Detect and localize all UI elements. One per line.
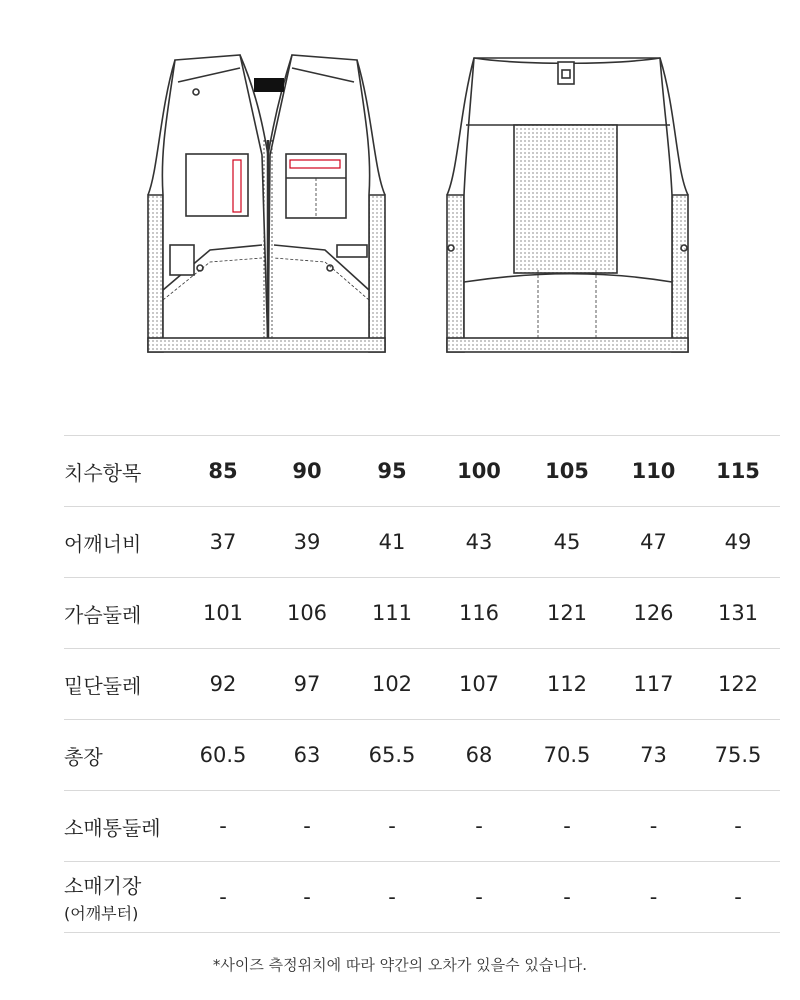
table-cell: 116 <box>435 578 523 649</box>
table-row <box>64 862 780 933</box>
table-row <box>64 578 780 649</box>
table-cell: 68 <box>435 720 523 791</box>
size-header: 115 <box>696 436 780 507</box>
table-cell: 60.5 <box>181 720 265 791</box>
table-cell: 112 <box>523 649 611 720</box>
table-cell: 75.5 <box>696 720 780 791</box>
table-cell: 49 <box>696 507 780 578</box>
row-label: 소매통둘레 <box>64 791 181 862</box>
table-cell: 37 <box>181 507 265 578</box>
table-cell: - <box>435 791 523 862</box>
row-label <box>64 862 181 933</box>
size-header: 105 <box>523 436 611 507</box>
table-cell: - <box>435 862 523 933</box>
vest-illustration <box>0 0 800 400</box>
row-label: 가슴둘레 <box>64 578 181 649</box>
table-cell: 92 <box>181 649 265 720</box>
header-label: 치수항목 <box>64 436 181 507</box>
table-cell: 126 <box>611 578 696 649</box>
table-cell: 106 <box>265 578 349 649</box>
table-cell: 121 <box>523 578 611 649</box>
size-header: 95 <box>349 436 435 507</box>
table-cell: - <box>349 862 435 933</box>
table-cell: - <box>696 791 780 862</box>
table-cell: 122 <box>696 649 780 720</box>
row-label-main: 소매기장 <box>64 874 142 898</box>
size-header: 110 <box>611 436 696 507</box>
size-header: 100 <box>435 436 523 507</box>
size-header: 90 <box>265 436 349 507</box>
table-cell: 107 <box>435 649 523 720</box>
table-cell: 39 <box>265 507 349 578</box>
table-cell: - <box>349 791 435 862</box>
table-cell: - <box>611 791 696 862</box>
table-cell: 73 <box>611 720 696 791</box>
header-row <box>64 436 780 507</box>
table-cell: 41 <box>349 507 435 578</box>
table-cell: - <box>523 791 611 862</box>
table-cell: - <box>181 862 265 933</box>
row-label: 밑단둘레 <box>64 649 181 720</box>
table-row <box>64 791 780 862</box>
table-cell: 63 <box>265 720 349 791</box>
vest-back-view <box>447 58 688 352</box>
table-cell: 111 <box>349 578 435 649</box>
table-row <box>64 649 780 720</box>
table-cell: 45 <box>523 507 611 578</box>
row-label: 어깨너비 <box>64 507 181 578</box>
table-cell: - <box>611 862 696 933</box>
vest-front-view <box>148 55 385 352</box>
table-cell: 131 <box>696 578 780 649</box>
table-cell: 97 <box>265 649 349 720</box>
table-cell: 102 <box>349 649 435 720</box>
size-header: 85 <box>181 436 265 507</box>
table-row <box>64 720 780 791</box>
table-cell: - <box>696 862 780 933</box>
table-cell: 101 <box>181 578 265 649</box>
table-cell: 65.5 <box>349 720 435 791</box>
table-cell: 70.5 <box>523 720 611 791</box>
table-cell: - <box>265 791 349 862</box>
size-chart-table <box>64 435 780 933</box>
table-cell: 43 <box>435 507 523 578</box>
row-sublabel: (어깨부터) <box>64 904 139 923</box>
table-cell: - <box>181 791 265 862</box>
row-label: 총장 <box>64 720 181 791</box>
table-cell: - <box>265 862 349 933</box>
table-cell: 117 <box>611 649 696 720</box>
table-cell: 47 <box>611 507 696 578</box>
measurement-note: *사이즈 측정위치에 따라 약간의 오차가 있을수 있습니다. <box>212 956 588 974</box>
table-row <box>64 507 780 578</box>
table-cell: - <box>523 862 611 933</box>
